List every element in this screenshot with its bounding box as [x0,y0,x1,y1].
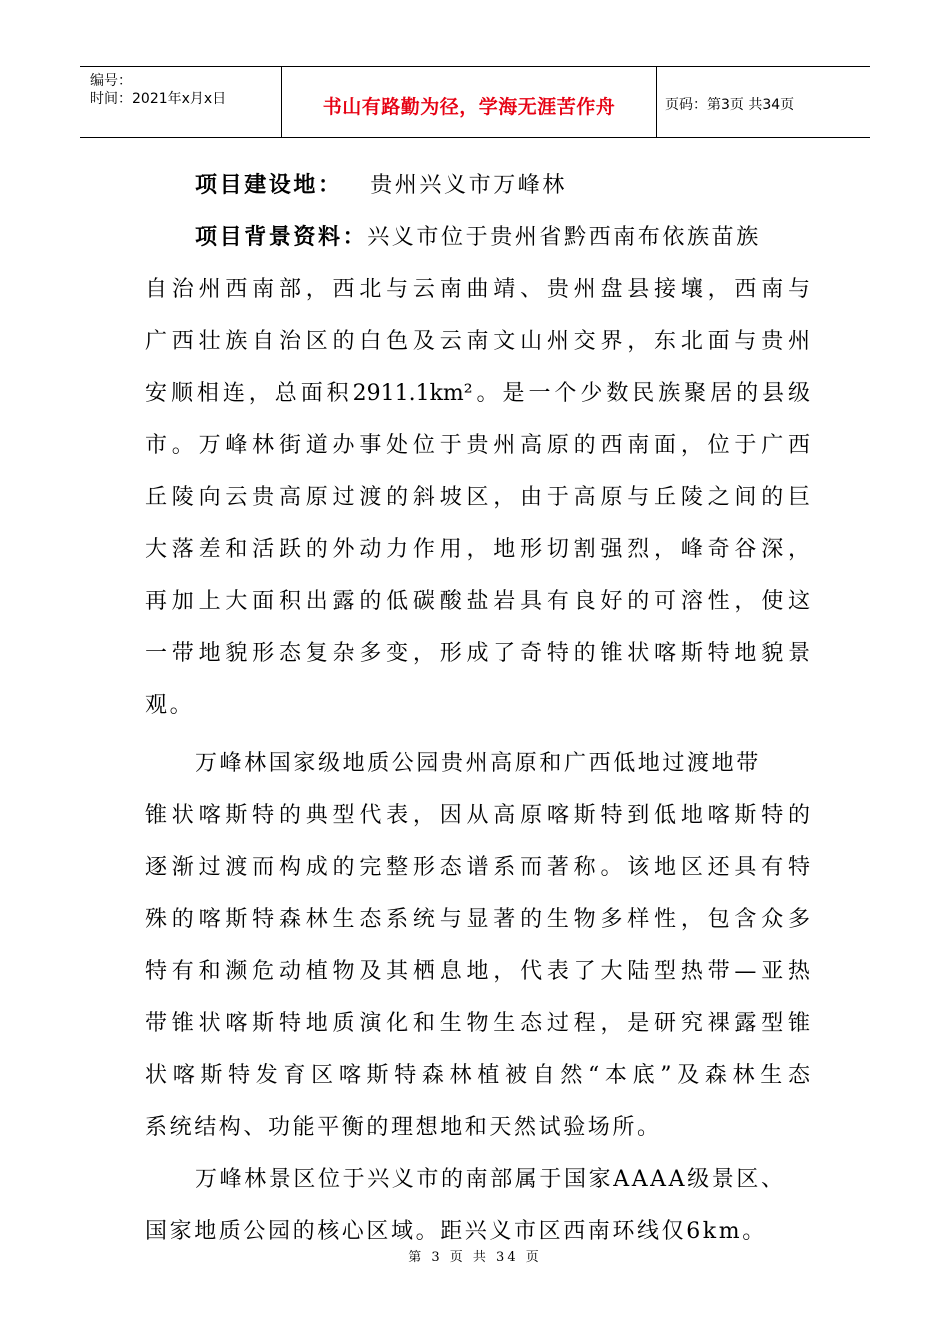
paragraph-line: 带锥状喀斯特地质演化和生物生态过程，是研究裸露型锥 [145,1011,810,1036]
header-meta-cell [80,67,282,137]
background-first-line [145,212,810,264]
site-line [145,160,810,212]
background-label: 项目背景资料： [195,225,368,250]
paragraph-line: 再加上大面积出露的低碳酸盐岩具有良好的可溶性，使这 [145,589,810,614]
page-footer: 第 3 页 共 34 页 [408,1250,542,1265]
paragraph-line: 状喀斯特发育区喀斯特森林植被自然“本底”及森林生态 [145,1063,810,1088]
document-body [145,160,810,1258]
paragraph-line: 逐渐过渡而构成的完整形态谱系而著称。该地区还具有特 [145,855,810,880]
paragraph-line: 丘陵向云贵高原过渡的斜坡区，由于高原与丘陵之间的巨 [145,485,810,510]
paragraph-line: 万峰林国家级地质公园贵州高原和广西低地过渡地带 [195,751,761,776]
paragraph-line: 自治州西南部，西北与云南曲靖、贵州盘县接壤，西南与 [145,277,810,302]
paragraph-line: 安顺相连，总面积2911.1km²。是一个少数民族聚居的县级 [145,381,810,406]
paragraph-line: 特有和濒危动植物及其栖息地，代表了大陆型热带—亚热 [145,959,810,984]
paragraph-line: 广西壮族自治区的白色及云南文山州交界，东北面与贵州 [145,329,810,354]
paragraph-line: 国家地质公园的核心区域。距兴义市区西南环线仅6km。 [145,1219,767,1244]
paragraph-line: 大落差和活跃的外动力作用，地形切割强烈，峰奇谷深， [145,537,810,562]
background-first-text: 兴义市位于贵州省黔西南布依族苗族 [367,225,761,250]
site-value: 贵州兴义市万峰林 [370,173,568,198]
header-page-cell [657,67,870,137]
page-header [80,66,870,138]
header-page-info: 页码：第3页 共34页 [665,97,795,113]
paragraph-line: 市。万峰林街道办事处位于贵州高原的西南面，位于广西 [145,433,810,458]
paragraph-line: 锥状喀斯特的典型代表，因从高原喀斯特到低地喀斯特的 [145,803,810,828]
paragraph-line: 一带地貌形态复杂多变，形成了奇特的锥状喀斯特地貌景 [145,641,810,666]
header-motto-cell [282,67,657,137]
paragraph-line: 万峰林景区位于兴义市的南部属于国家AAAA级景区、 [195,1167,786,1192]
serial-label: 编号： [90,73,132,89]
time-label: 时间：2021年x月x日 [90,91,227,107]
header-motto: 书山有路勤为径，学海无涯苦作舟 [322,95,616,118]
paragraph-line: 殊的喀斯特森林生态系统与显著的生物多样性，包含众多 [145,907,810,932]
site-label: 项目建设地： [195,173,343,198]
paragraph-line: 观。 [145,693,195,718]
paragraph-line: 系统结构、功能平衡的理想地和天然试验场所。 [145,1115,662,1140]
